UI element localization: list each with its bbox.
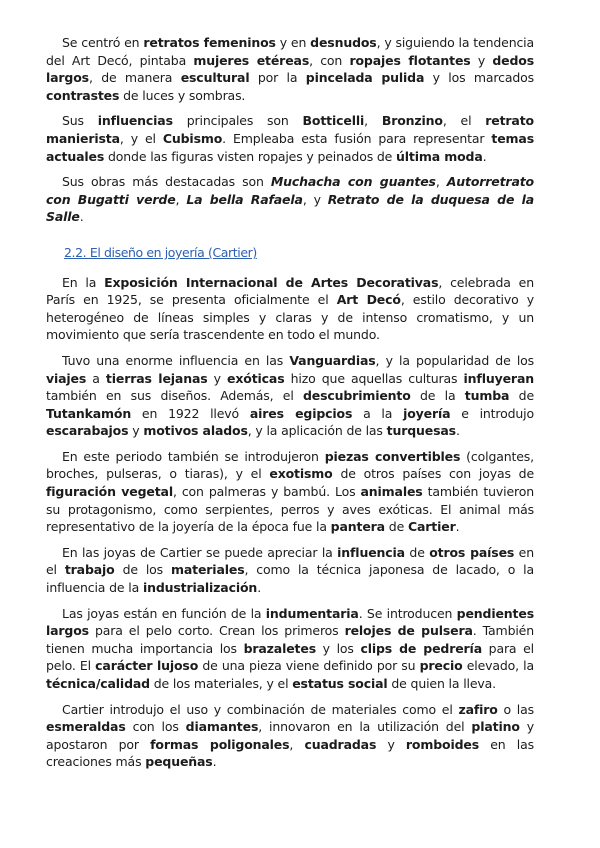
text-run: en las creaciones más <box>46 736 534 770</box>
text-run: e introdujo <box>450 405 535 421</box>
bold-term: turquesas <box>386 423 456 439</box>
text-run: Cartier introdujo el uso y combinación de materiales como el <box>62 701 459 717</box>
bold-term: Exposición Internacional de Artes Decorativas <box>104 274 439 290</box>
text-run: , como la técnica japonesa de lacado, o la influencia de la <box>46 562 534 596</box>
text-run: hizo que aquellas culturas <box>284 370 464 386</box>
text-run: , y la popularidad de los <box>375 352 534 368</box>
bold-term: joyería <box>403 405 451 421</box>
bold-term: pincelada pulida <box>305 70 425 86</box>
bold-term: influencias <box>97 113 173 129</box>
bold-term: piezas convertibles <box>324 448 461 464</box>
artwork-title: Retrato de la duquesa de la Salle <box>46 191 535 225</box>
paragraph <box>46 544 534 597</box>
text-run: . También tienen mucha importancia los <box>46 623 534 656</box>
bold-term: otros países <box>429 544 515 560</box>
artwork-title: Autorretrato con Bugatti verde <box>46 174 534 207</box>
text-run: , <box>175 191 187 207</box>
text-run: y <box>207 370 228 386</box>
text-run: . <box>455 423 460 439</box>
section-heading: 2.2. El diseño en joyería (Cartier) <box>64 244 257 260</box>
text-run: En la <box>62 274 105 290</box>
text-run: y en <box>275 35 311 50</box>
bold-term: Botticelli <box>302 113 365 129</box>
text-run: de <box>509 388 534 404</box>
text-run: elevado, la <box>462 658 534 674</box>
text-run: . Empleaba esta fusión para representar <box>222 130 492 146</box>
bold-term: precio <box>419 658 463 674</box>
text-run: En este periodo también se introdujeron <box>62 448 325 464</box>
bold-term: exotismo <box>269 466 333 482</box>
paragraph <box>46 448 534 536</box>
bold-term: romboides <box>405 736 480 752</box>
text-run: de otros países con joyas de <box>332 466 534 482</box>
text-run: donde las figuras visten ropajes y peinados de <box>104 148 397 164</box>
text-run: también tuvieron su protagonismo, como serpientes, perros y aves exóticas. El animal más representativo de la joyería de la época fue la <box>46 484 534 535</box>
text-run: . <box>482 148 487 164</box>
text-run: de <box>384 519 408 535</box>
text-run: o las <box>497 701 535 717</box>
bold-term: pequeñas <box>145 754 213 770</box>
intro-paragraphs <box>46 34 534 226</box>
text-run: , y la aplicación de las <box>247 423 387 439</box>
text-run: Sus obras más destacadas son <box>62 174 271 190</box>
text-run: con los <box>125 719 186 735</box>
text-run: , y <box>302 191 328 207</box>
bold-term: contrastes <box>46 87 120 103</box>
bold-term: influencia <box>337 544 405 560</box>
text-run: , estilo decorativo y heterogéneo de líneas simples y claras y de intenso cromatismo, y un movimiento que sería trascendente en todo el mundo. <box>46 292 534 343</box>
bold-term: cuadradas <box>304 736 377 752</box>
bold-term: Art Decó <box>336 292 401 308</box>
bold-term: temas actuales <box>46 130 534 164</box>
text-run: de <box>404 544 430 560</box>
bold-term: platino <box>471 719 520 735</box>
paragraph <box>46 274 534 344</box>
bold-term: relojes de pulsera <box>344 623 473 639</box>
text-run: y los marcados <box>424 70 535 86</box>
text-run: principales son <box>172 113 303 129</box>
bold-term: tierras lejanas <box>105 370 208 386</box>
text-run: , con <box>309 52 350 68</box>
text-run: , <box>289 736 305 752</box>
bold-term: Tutankamón <box>46 405 132 421</box>
bold-term: indumentaria <box>265 605 359 621</box>
text-run: de los materiales, y el <box>149 676 293 691</box>
text-run: a la <box>352 405 404 421</box>
bold-term: Cartier <box>407 519 456 535</box>
bold-term: figuración vegetal <box>46 484 173 500</box>
text-run: y <box>376 736 406 752</box>
artwork-title: Muchacha con guantes <box>270 174 436 190</box>
text-run: En las joyas de Cartier se puede apreciar la <box>62 544 338 560</box>
bold-term: aires egipcios <box>249 405 353 421</box>
text-run: en el <box>46 544 534 578</box>
bold-term: esmeraldas <box>46 719 126 735</box>
bold-term: industrialización <box>142 580 258 596</box>
text-run: en 1922 llevó <box>131 405 250 421</box>
bold-term: pendientes largos <box>46 605 534 639</box>
text-run: , innovaron en la utilización del <box>258 719 472 735</box>
bold-term: influyeran <box>463 370 534 386</box>
bold-term: trabajo <box>64 562 115 578</box>
bold-term: mujeres etéreas <box>193 52 310 68</box>
text-run: , de manera <box>88 70 181 86</box>
text-run: de quien la lleva. <box>387 676 496 691</box>
bold-term: formas poligonales <box>150 736 290 752</box>
section-paragraphs <box>46 274 534 771</box>
bold-term: dedos largos <box>46 52 534 86</box>
bold-term: escultural <box>180 70 250 86</box>
bold-term: clips de pedrería <box>360 640 482 656</box>
paragraph <box>46 352 534 440</box>
bold-term: brazaletes <box>243 640 316 656</box>
text-run: de los <box>114 562 171 578</box>
document-page <box>46 34 534 779</box>
bold-term: carácter lujoso <box>95 658 199 674</box>
text-run: , <box>435 174 447 190</box>
text-run: Tuvo una enorme influencia en las <box>62 352 290 368</box>
bold-term: estatus social <box>292 676 388 691</box>
paragraph <box>46 112 534 165</box>
bold-term: viajes <box>46 370 87 386</box>
text-run: y los <box>316 640 361 656</box>
text-run: de una pieza viene definido por su <box>198 658 420 674</box>
bold-term: Cubismo <box>162 130 223 146</box>
paragraph <box>46 701 534 771</box>
bold-term: diamantes <box>185 719 259 735</box>
text-run: Se centró en <box>62 35 144 50</box>
text-run: . <box>257 580 262 596</box>
bold-term: técnica/calidad <box>46 676 150 691</box>
text-run: , <box>364 113 382 129</box>
bold-term: retrato manierista <box>46 113 534 146</box>
bold-term: Vanguardias <box>289 352 376 368</box>
text-run: a <box>86 370 106 386</box>
bold-term: última moda <box>396 148 483 164</box>
bold-term: exóticas <box>227 370 285 386</box>
paragraph <box>46 173 534 226</box>
bold-term: animales <box>360 484 423 500</box>
bold-term: descubrimiento <box>302 388 411 404</box>
text-run: . Se introducen <box>358 605 457 621</box>
text-run: . <box>455 519 460 535</box>
text-run: de luces y sombras. <box>119 87 246 103</box>
text-run: por la <box>249 70 306 86</box>
text-run: . <box>79 209 84 225</box>
bold-term: Bronzino <box>381 113 443 129</box>
text-run: y <box>470 52 493 68</box>
bold-term: zafiro <box>458 701 498 717</box>
text-run: , y el <box>119 130 163 146</box>
artwork-title: La bella Rafaela <box>186 191 303 207</box>
bold-term: materiales <box>170 562 245 578</box>
text-run: Sus <box>62 113 98 129</box>
paragraph <box>46 605 534 693</box>
text-run: para el pelo. El <box>46 640 534 674</box>
bold-term: pantera <box>330 519 385 535</box>
text-run: , y siguiendo la tendencia del Art Decó, pintaba <box>46 35 535 68</box>
text-run: para el pelo corto. Crean los primeros <box>88 623 345 639</box>
text-run: y <box>128 423 144 439</box>
text-run: , celebrada en París en 1925, se presenta oficialmente el <box>46 274 534 308</box>
text-run: Las joyas están en función de la <box>62 605 266 621</box>
text-run: , el <box>442 113 486 129</box>
text-run: , con palmeras y bambú. Los <box>172 484 361 500</box>
bold-term: escarabajos <box>46 423 129 439</box>
text-run: también en sus diseños. Además, el <box>46 388 303 404</box>
paragraph <box>46 34 534 104</box>
text-run: . <box>212 754 217 770</box>
bold-term: ropajes flotantes <box>349 52 471 68</box>
bold-term: desnudos <box>310 35 377 50</box>
text-run: y apostaron por <box>46 719 534 752</box>
bold-term: retratos femeninos <box>143 35 276 50</box>
bold-term: motivos alados <box>143 423 248 439</box>
text-run: de la <box>410 388 465 404</box>
text-run: (colgantes, broches, pulseras, o tiaras), y el <box>46 448 534 482</box>
bold-term: tumba <box>464 388 510 404</box>
